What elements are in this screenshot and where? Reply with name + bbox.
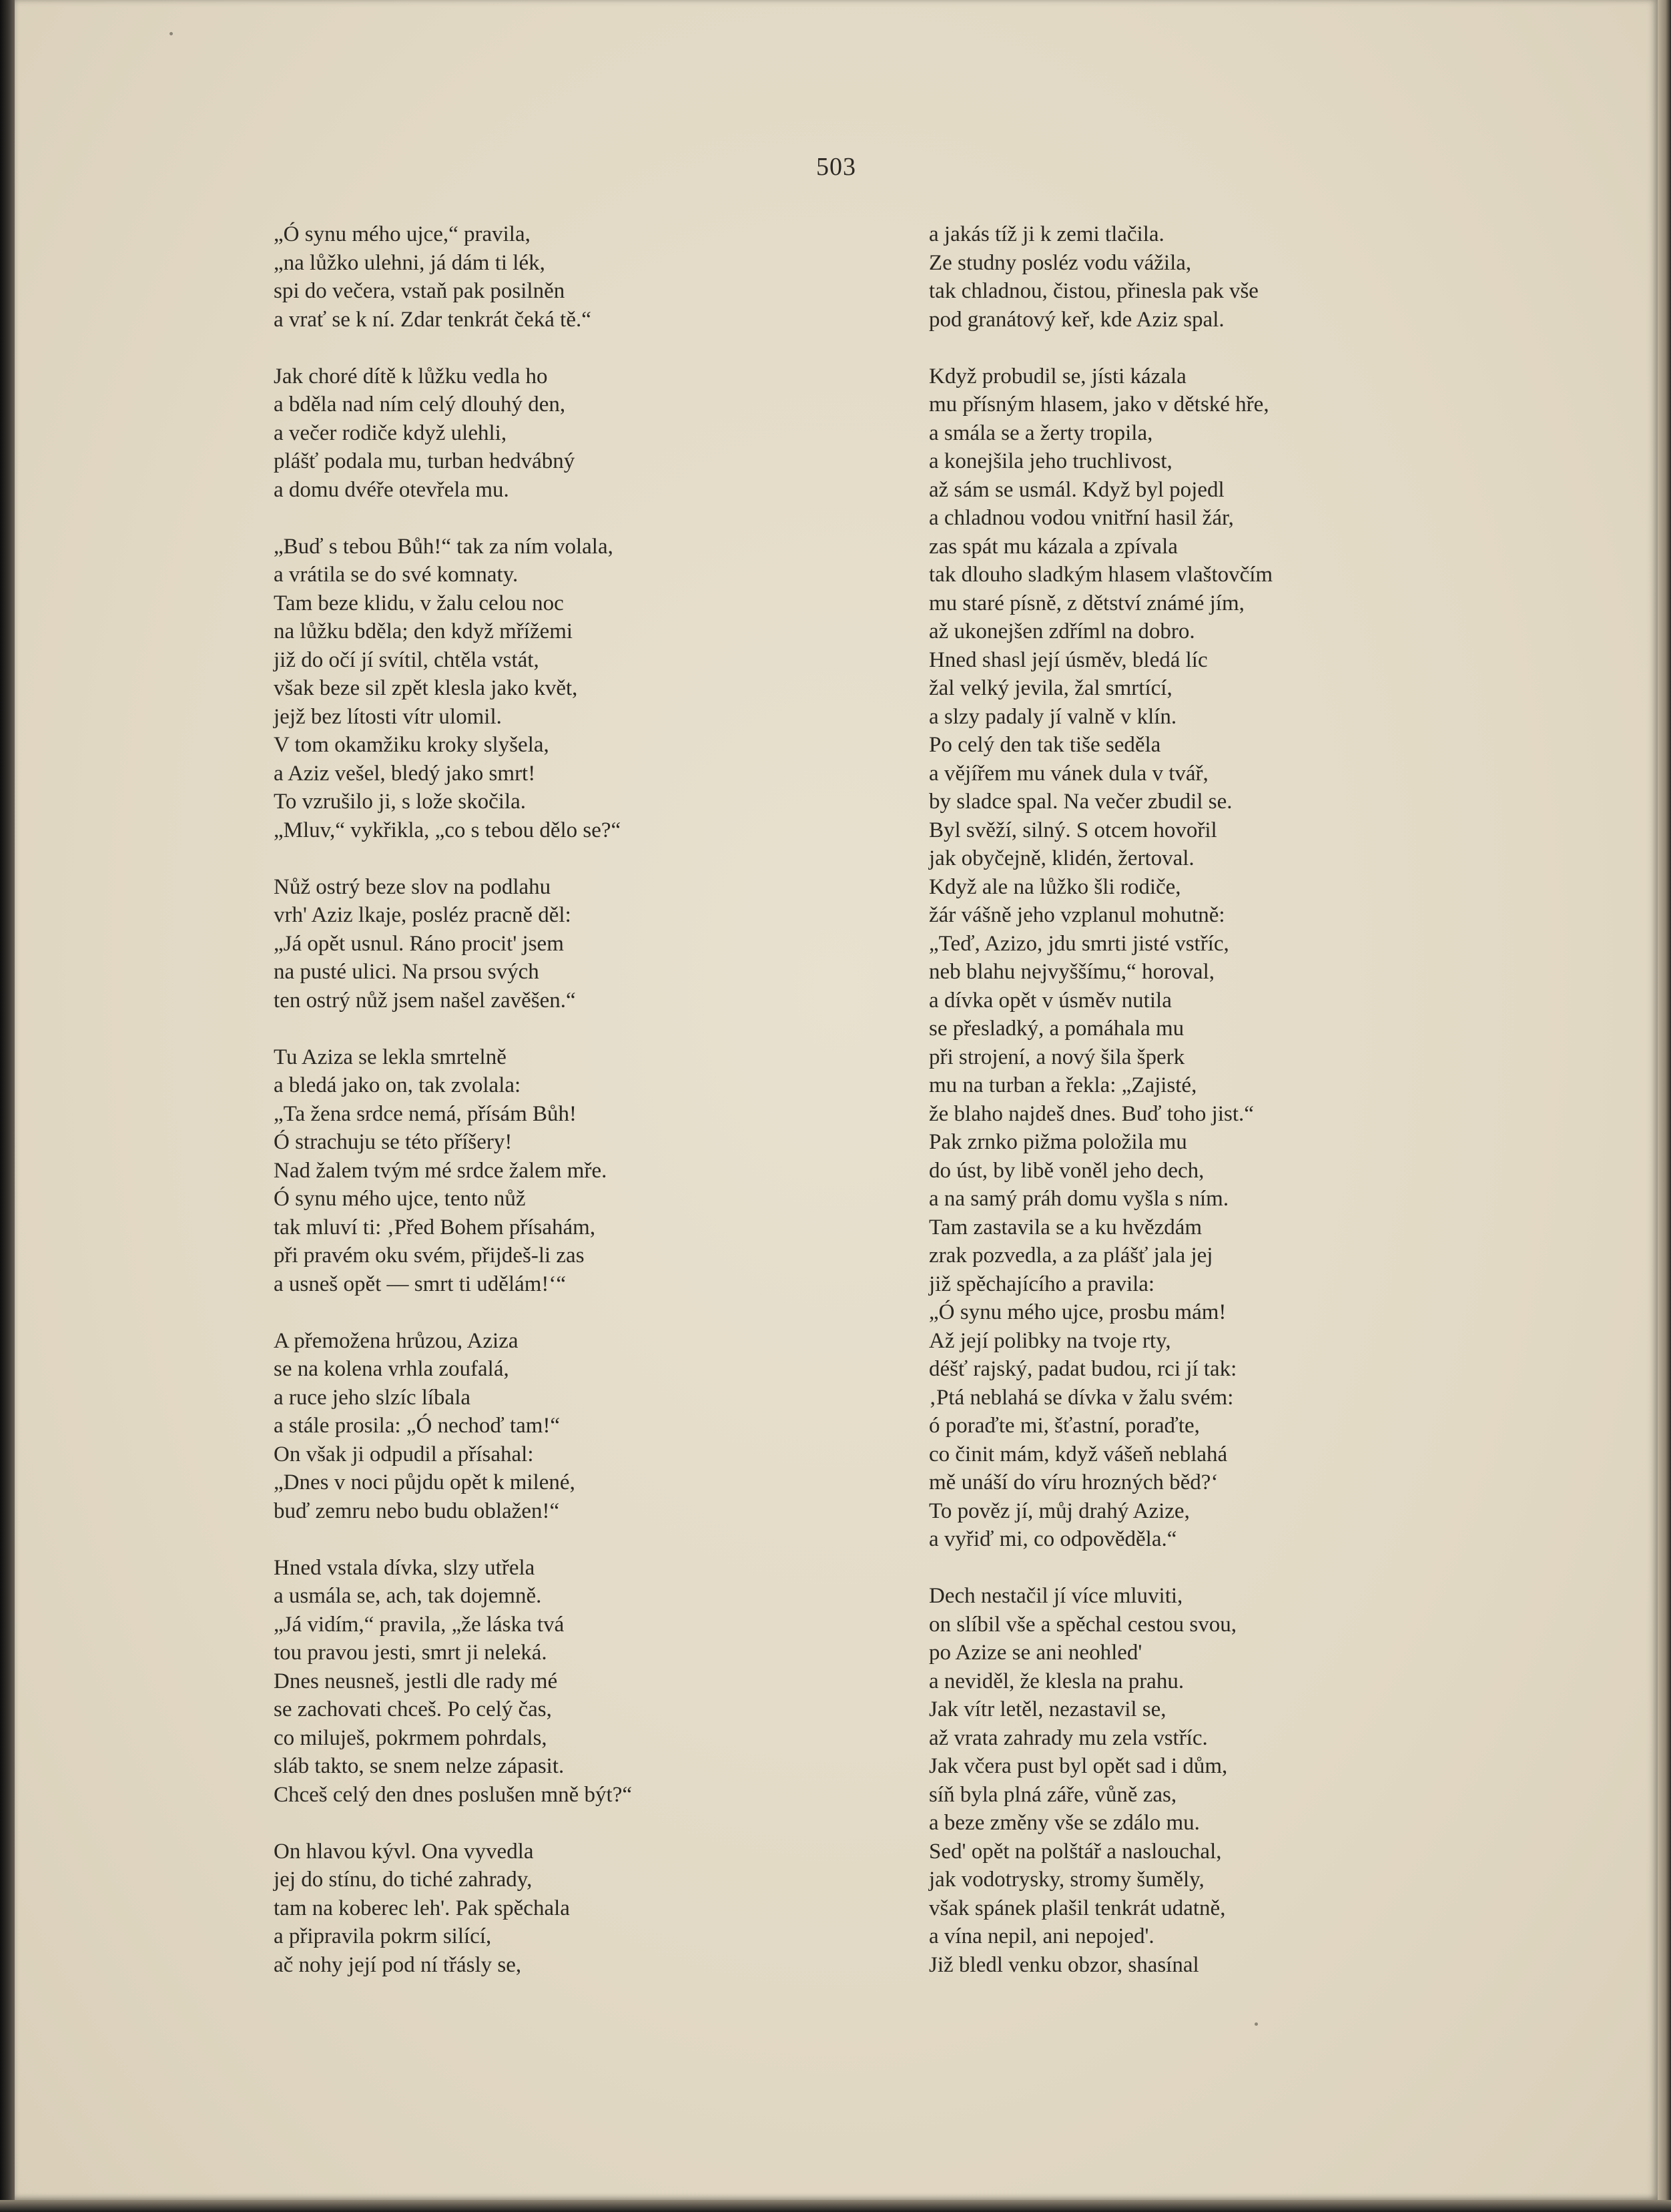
verse-line: síň byla plná záře, vůně zas, — [929, 1782, 1177, 1807]
verse-line: a bledá jako on, tak zvolala: — [274, 1073, 521, 1097]
verse-line: plášť podala mu, turban hedvábný — [274, 449, 575, 473]
verse-line: mu na turban a řekla: „Zajisté, — [929, 1073, 1197, 1097]
verse-line: a stále prosila: „Ó nechoď tam!“ — [274, 1414, 561, 1438]
verse-line: Jak včera pust byl opět sad i dům, — [929, 1754, 1228, 1778]
verse-line: „Ta žena srdce nemá, přísám Bůh! — [274, 1101, 577, 1126]
verse-line: „Teď, Azizo, jdu smrti jisté vstříc, — [929, 931, 1229, 956]
verse-line: a vína nepil, ani nepojed'. — [929, 1924, 1154, 1948]
verse-line: neb blahu nejvyššímu,“ horoval, — [929, 960, 1215, 984]
stanza — [274, 1554, 861, 1810]
verse-line: „Ó synu mého ujce,“ pravila, — [274, 222, 531, 246]
verse-line: „Ó synu mého ujce, prosbu mám! — [929, 1300, 1227, 1324]
verse-line: Tu Aziza se lekla smrtelně — [274, 1045, 507, 1069]
verse-line: ač nohy její pod ní třásly se, — [274, 1952, 522, 1977]
verse-line: že blaho najdeš dnes. Buď toho jist.“ — [929, 1101, 1254, 1126]
verse-line: Hned shasl její úsměv, bledá líc — [929, 647, 1208, 672]
verse-line: To pověz jí, můj drahý Azize, — [929, 1498, 1190, 1523]
verse-line: Hned vstala dívka, slzy utřela — [274, 1555, 535, 1580]
verse-line: To vzrušilo ji, s lože skočila. — [274, 790, 527, 814]
verse-line: Tam zastavila se a ku hvězdám — [929, 1215, 1203, 1239]
verse-line: a vrať se k ní. Zdar tenkrát čeká tě.“ — [274, 307, 591, 332]
verse-line: jejž bez lítosti vítr ulomil. — [274, 704, 502, 729]
verse-line: „Dnes v noci půjdu opět k milené, — [274, 1470, 575, 1494]
verse-line: ten ostrý nůž jsem našel zavěšen.“ — [274, 988, 576, 1013]
book-spine — [0, 0, 15, 2212]
stanza — [274, 533, 861, 845]
verse-line: se na kolena vrhla zoufalá, — [274, 1357, 509, 1381]
stanza — [274, 1838, 861, 1980]
verse-line: Tam beze klidu, v žalu celou noc — [274, 591, 564, 615]
verse-line: jak vodotrysky, stromy šuměly, — [929, 1868, 1205, 1892]
verse-line: a bděla nad ním celý dlouhý den, — [274, 392, 566, 417]
verse-line: On však ji odpudil a přísahal: — [274, 1442, 534, 1466]
verse-line: po Azize se ani neohled' — [929, 1641, 1142, 1665]
verse-line: se zachovati chceš. Po celý čas, — [274, 1697, 552, 1721]
verse-line: vrh' Aziz lkaje, posléz pracně děl: — [274, 903, 571, 927]
verse-line: V tom okamžiku kroky slyšela, — [274, 733, 549, 757]
stanza — [929, 362, 1530, 1554]
verse-line: mu staré písně, z dětství známé jím, — [929, 591, 1245, 615]
verse-line: ‚Ptá neblahá se dívka v žalu svém: — [929, 1385, 1234, 1410]
verse-line: buď zemru nebo budu oblažen!“ — [274, 1498, 560, 1523]
verse-line: žár vášně jeho vzplanul mohutně: — [929, 903, 1225, 927]
verse-line: při strojení, a nový šila šperk — [929, 1045, 1185, 1069]
verse-line: spi do večera, vstaň pak posilněn — [274, 279, 565, 303]
verse-line: a smála se a žerty tropila, — [929, 421, 1153, 445]
verse-line: tak mluví ti: ‚Před Bohem přísahám, — [274, 1215, 596, 1239]
verse-line: mu přísným hlasem, jako v dětské hře, — [929, 392, 1269, 417]
verse-line: Byl svěží, silný. S otcem hovořil — [929, 818, 1217, 842]
verse-line: „Já opět usnul. Ráno procit' jsem — [274, 931, 564, 956]
verse-line: Jak choré dítě k lůžku vedla ho — [274, 364, 548, 388]
verse-line: až sám se usmál. Když byl pojedl — [929, 477, 1225, 502]
verse-line: zas spát mu kázala a zpívala — [929, 534, 1178, 559]
verse-line: Pak zrnko pižma položila mu — [929, 1130, 1187, 1154]
verse-line: a večer rodiče když ulehli, — [274, 421, 507, 445]
verse-line: tak chladnou, čistou, přinesla pak vše — [929, 279, 1259, 303]
verse-line: až ukonejšen zdříml na dobro. — [929, 619, 1195, 643]
verse-line: a Aziz vešel, bledý jako smrt! — [274, 761, 536, 786]
verse-line: „na lůžko ulehni, já dám ti lék, — [274, 250, 545, 275]
verse-line: „Mluv,“ vykřikla, „co s tebou dělo se?“ — [274, 818, 621, 842]
verse-line: žal velký jevila, žal smrtící, — [929, 676, 1173, 700]
verse-line: tak dlouho sladkým hlasem vlaštovčím — [929, 563, 1273, 587]
verse-line: a na samý práh domu vyšla s ním. — [929, 1187, 1229, 1211]
verse-line: Nad žalem tvým mé srdce žalem mře. — [274, 1158, 607, 1183]
verse-line: a dívka opět v úsměv nutila — [929, 988, 1172, 1013]
verse-line: a usneš opět — smrt ti udělám!‘“ — [274, 1272, 567, 1296]
verse-line: tou pravou jesti, smrt ji neleká. — [274, 1641, 547, 1665]
paper-speck — [1255, 2022, 1258, 2026]
stanza — [274, 362, 861, 505]
verse-line: zrak pozvedla, a za plášť jala jej — [929, 1243, 1213, 1268]
verse-line: při pravém oku svém, přijdeš-li zas — [274, 1243, 585, 1268]
verse-line: a neviděl, že klesla na prahu. — [929, 1669, 1185, 1693]
left-column — [274, 220, 861, 1979]
page-number: 503 — [816, 153, 856, 181]
verse-line: na lůžku bděla; den když mřížemi — [274, 619, 573, 643]
verse-line: Ó strachuju se této příšery! — [274, 1130, 513, 1154]
stanza — [274, 1043, 861, 1299]
verse-line: a chladnou vodou vnitřní hasil žár, — [929, 506, 1234, 530]
verse-line: již do očí jí svítil, chtěla vstát, — [274, 647, 539, 672]
verse-line: déšť rajský, padat budou, rci jí tak: — [929, 1357, 1237, 1381]
verse-line: mě unáší do víru hrozných běd?‘ — [929, 1470, 1219, 1494]
verse-line: však beze sil zpět klesla jako květ, — [274, 676, 578, 700]
verse-line: až vrata zahrady mu zela vstříc. — [929, 1725, 1208, 1750]
right-column — [929, 220, 1530, 1979]
stanza — [274, 873, 861, 1015]
stanza — [929, 220, 1530, 334]
book-page — [15, 0, 1658, 2200]
verse-line: jej do stínu, do tiché zahrady, — [274, 1868, 533, 1892]
verse-line: by sladce spal. Na večer zbudil se. — [929, 790, 1233, 814]
verse-line: na pusté ulici. Na prsou svých — [274, 960, 539, 984]
verse-line: Chceš celý den dnes poslušen mně být?“ — [274, 1782, 633, 1807]
verse-line: pod granátový keř, kde Aziz spal. — [929, 307, 1225, 332]
verse-line: „Já vidím,“ pravila, „že láska tvá — [274, 1612, 565, 1637]
verse-line: Když ale na lůžko šli rodiče, — [929, 874, 1181, 899]
verse-line: a slzy padaly jí valně v klín. — [929, 704, 1177, 729]
verse-line: On hlavou kývl. Ona vyvedla — [274, 1839, 534, 1864]
verse-line: do úst, by libě voněl jeho dech, — [929, 1158, 1205, 1183]
verse-line: a domu dvéře otevřela mu. — [274, 477, 509, 502]
verse-line: tam na koberec leh'. Pak spěchala — [274, 1896, 570, 1920]
verse-line: Ze studny posléz vodu vážila, — [929, 250, 1192, 275]
verse-line: a vrátila se do své komnaty. — [274, 563, 519, 587]
verse-line: on slíbil vše a spěchal cestou svou, — [929, 1612, 1237, 1637]
verse-line: sláb takto, se snem nelze zápasit. — [274, 1754, 565, 1778]
verse-line: Jak vítr letěl, nezastavil se, — [929, 1697, 1166, 1721]
verse-line: a konejšila jeho truchlivost, — [929, 449, 1173, 473]
verse-line: A přemožena hrůzou, Aziza — [274, 1328, 519, 1353]
paper-speck — [170, 32, 173, 35]
verse-line: co miluješ, pokrmem pohrdals, — [274, 1725, 547, 1750]
verse-line: „Buď s tebou Bůh!“ tak za ním volala, — [274, 534, 613, 559]
page-edge-right — [1658, 0, 1671, 2212]
verse-line: jak obyčejně, klidén, žertoval. — [929, 846, 1195, 870]
verse-line: co činit mám, když vášeň neblahá — [929, 1442, 1228, 1466]
verse-line: Když probudil se, jísti kázala — [929, 364, 1187, 388]
verse-line: a vyřiď mi, co odpověděla.“ — [929, 1527, 1177, 1551]
verse-line: a usmála se, ach, tak dojemně. — [274, 1584, 542, 1608]
verse-line: a jakás tíž ji k zemi tlačila. — [929, 222, 1164, 246]
stanza — [929, 1582, 1530, 1979]
verse-line: Sed' opět na polštář a naslouchal, — [929, 1839, 1222, 1864]
verse-line: Ó synu mého ujce, tento nůž — [274, 1187, 526, 1211]
verse-line: a beze změny vše se zdálo mu. — [929, 1811, 1200, 1835]
verse-line: ó poraďte mi, šťastní, poraďte, — [929, 1414, 1200, 1438]
verse-line: Po celý den tak tiše seděla — [929, 733, 1161, 757]
verse-line: Až její polibky na tvoje rty, — [929, 1328, 1171, 1353]
verse-line: se přesladký, a pomáhala mu — [929, 1017, 1185, 1041]
verse-line: však spánek plašil tenkrát udatně, — [929, 1896, 1226, 1920]
verse-line: a připravila pokrm silící, — [274, 1924, 492, 1948]
page-edge-bottom — [0, 2200, 1671, 2212]
verse-line: Dnes neusneš, jestli dle rady mé — [274, 1669, 558, 1693]
verse-line: a vějířem mu vánek dula v tvář, — [929, 761, 1209, 786]
verse-line: a ruce jeho slzíc líbala — [274, 1385, 471, 1410]
verse-line: Dech nestačil jí více mluviti, — [929, 1584, 1183, 1608]
verse-line: Nůž ostrý beze slov na podlahu — [274, 874, 551, 899]
verse-line: Již bledl venku obzor, shasínal — [929, 1952, 1199, 1977]
verse-line: již spěchajícího a pravila: — [929, 1272, 1155, 1296]
stanza — [274, 1327, 861, 1526]
stanza — [274, 220, 861, 334]
